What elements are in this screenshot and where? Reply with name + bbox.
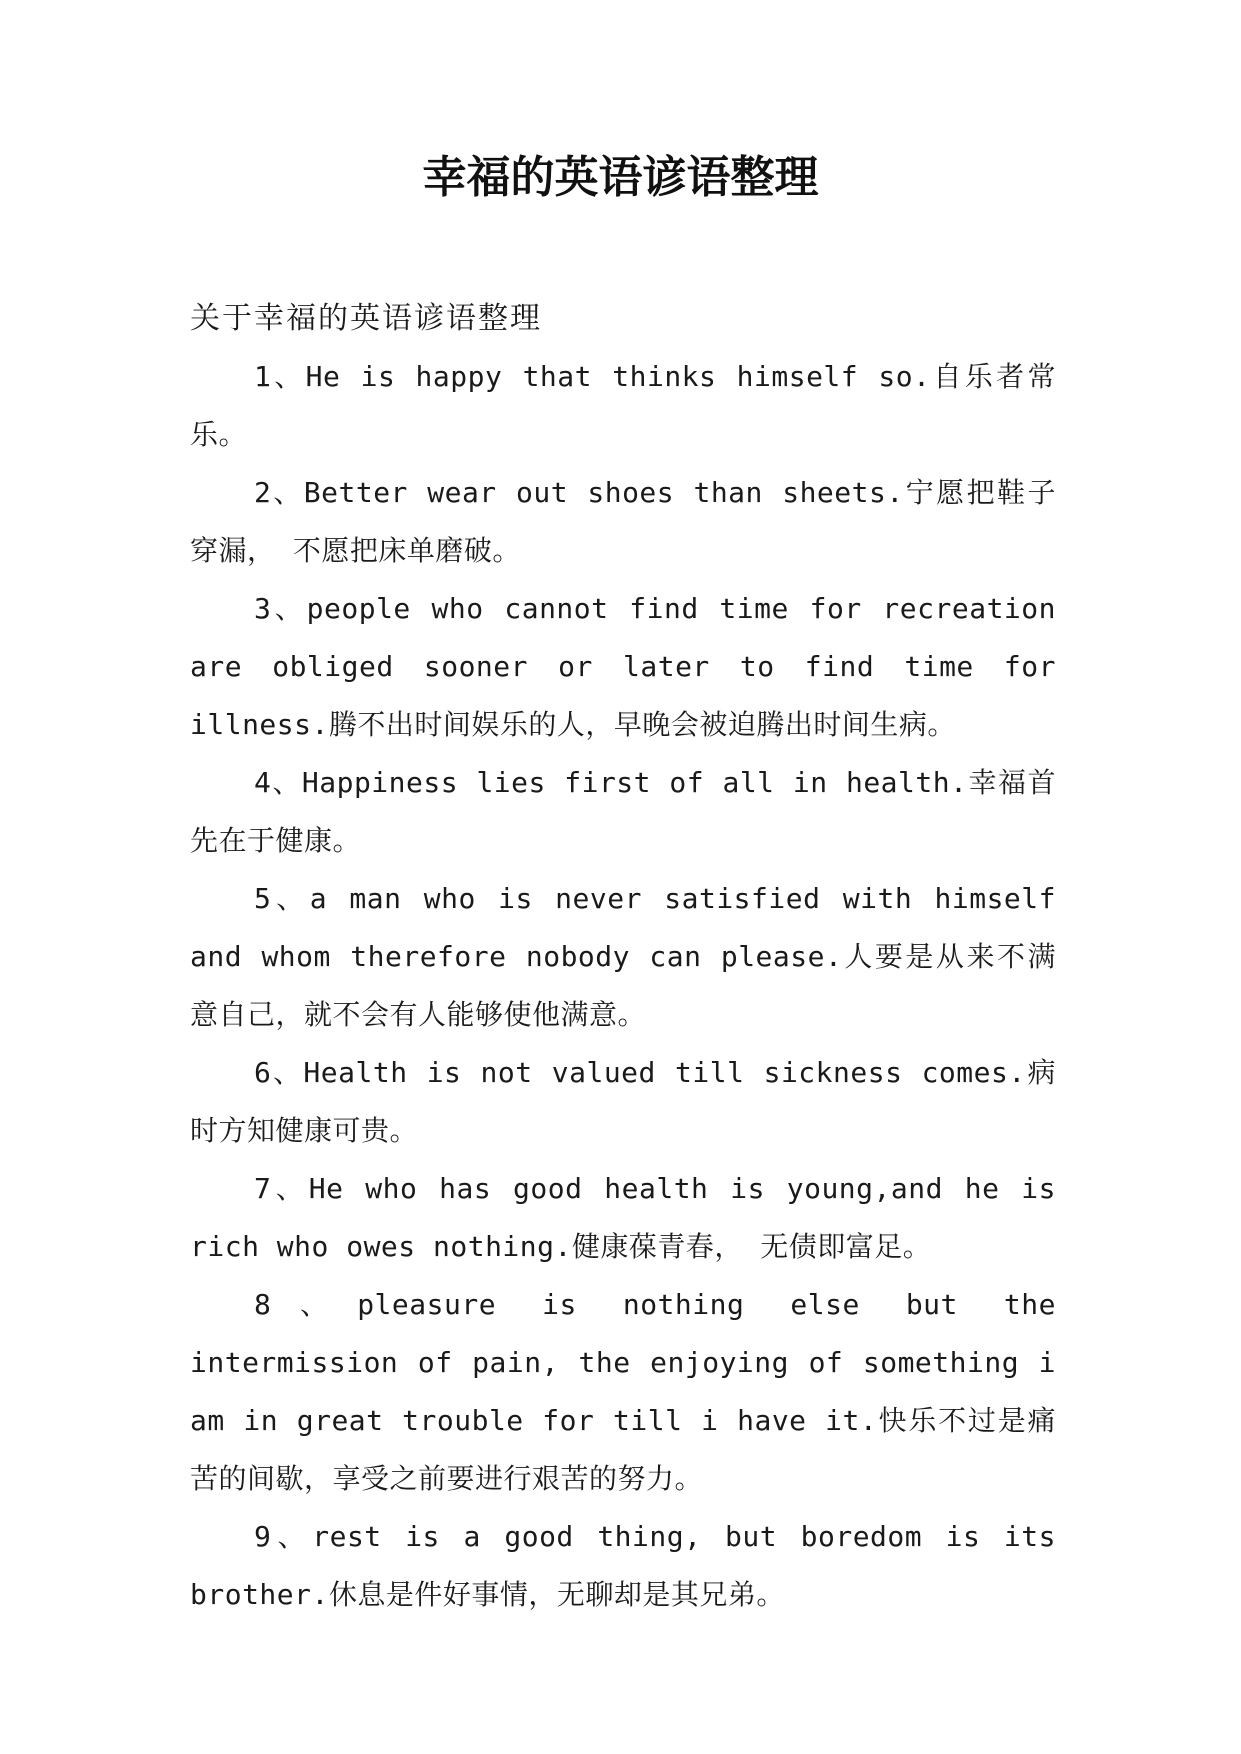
proverb-item: 5、a man who is never satisfied with himself and whom therefore nobody can please.人要是从来不满意自己，就不会有人能够使他满意。: [190, 882, 1056, 1031]
proverb-item: 3、people who cannot find time for recreation are obliged sooner or later to find time for illness.腾不出时间娱乐的人，早晚会被迫腾出时间生病。: [190, 592, 1056, 741]
proverb-item: 6、Health is not valued till sickness comes.病时方知健康可贵。: [190, 1056, 1056, 1147]
proverb-item: 2、Better wear out shoes than sheets.宁愿把鞋子穿漏， 不愿把床单磨破。: [190, 476, 1056, 567]
proverb-item: 8、pleasure is nothing else but the intermission of pain, the enjoying of something i am in great trouble for till i have it.快乐不过是痛苦的间歇，享受之前要进行艰苦的努力。: [190, 1288, 1056, 1495]
proverb-item: 9、rest is a good thing, but boredom is its brother.休息是件好事情，无聊却是其兄弟。: [190, 1520, 1056, 1611]
proverb-item: 1、He is happy that thinks himself so.自乐者常乐。: [190, 360, 1056, 451]
proverb-item: 7、He who has good health is young,and he is rich who owes nothing.健康葆青春， 无债即富足。: [190, 1172, 1056, 1263]
document-body: [190, 290, 1056, 1624]
proverb-item: 4、Happiness lies first of all in health.幸福首先在于健康。: [190, 766, 1056, 857]
page-title: 幸福的英语谚语整理: [422, 152, 819, 203]
document-subtitle: 关于幸福的英语谚语整理: [190, 301, 542, 336]
